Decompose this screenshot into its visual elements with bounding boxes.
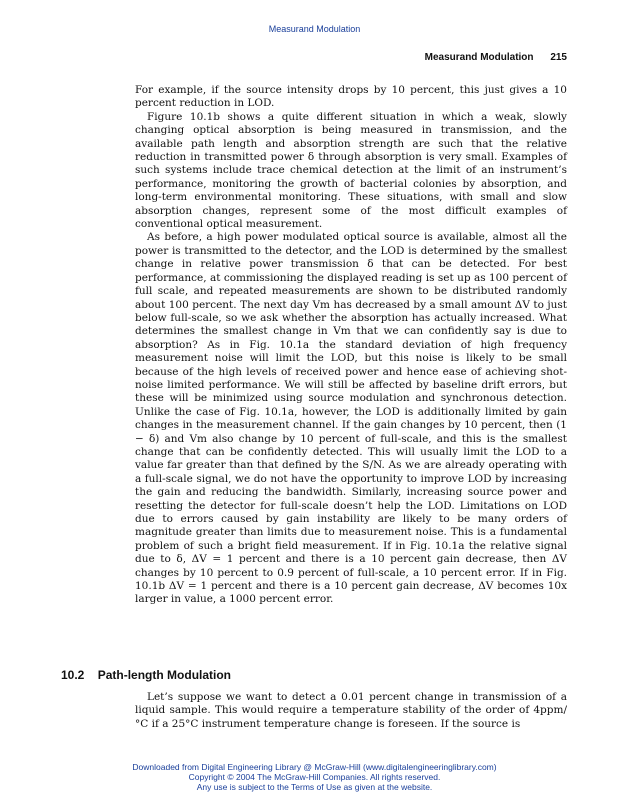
section-body bbox=[135, 691, 567, 731]
body-text bbox=[135, 84, 567, 607]
section-number: 10.2 bbox=[61, 668, 85, 682]
paragraph: For example, if the source intensity drops by 10 percent, this just gives a 10 percent reduction in LOD. bbox=[135, 84, 567, 110]
footer-copyright: Copyright © 2004 The McGraw-Hill Companies. All rights reserved. bbox=[188, 772, 441, 782]
running-head-title: Measurand Modulation bbox=[424, 52, 534, 63]
section-heading bbox=[61, 668, 231, 682]
footer-terms: Any use is subject to the Terms of Use as given at the website. bbox=[196, 782, 433, 792]
page-number: 215 bbox=[550, 52, 567, 63]
footer-download-link[interactable]: Downloaded from Digital Engineering Library @ McGraw-Hill (www.digitalengineeringlibrary.com) bbox=[132, 762, 497, 772]
paragraph: Let’s suppose we want to detect a 0.01 percent change in transmission of a liquid sample. This would require a temperature stability of the order of 4ppm/°C if a 25°C instrument temperature change is foreseen. If the source is bbox=[135, 691, 567, 730]
section-title: Path-length Modulation bbox=[97, 668, 232, 682]
top-banner: Measurand Modulation bbox=[268, 24, 361, 34]
paragraph: Figure 10.1b shows a quite different situation in which a weak, slowly changing optical absorption is being measured in transmission, and the available path length and absorption strength are such that the relative reduction in transmitted power δ through absorption is very small. Examples of such systems include trace chemical detection at the limit of an instrument’s performance, monitoring the growth of bacterial colonies by absorption, and long-term environmental monitoring. These situations, with small and slow absorption changes, represent some of the most difficult examples of conventional optical measurement. bbox=[135, 110, 567, 231]
running-head bbox=[425, 52, 567, 63]
paragraph: As before, a high power modulated optical source is available, almost all the power is transmitted to the detector, and the LOD is determined by the smallest change in relative power transmission δ that can be detected. For best performance, at commissioning the displayed reading is set up as 100 percent of full scale, and repeated measurements are shown to be distributed randomly about 100 percent. The next day Vm has decreased by a small amount ΔV to just below full-scale, so we ask whether the absorption has actually increased. What determines the smallest change in Vm that we can confidently say is due to absorption? As in Fig. 10.1a the standard deviation of high frequency measurement noise will limit the LOD, but this noise is likely to be small because of the high levels of received power and hence ease of achieving shot-noise limited performance. We will still be affected by baseline drift errors, but these will be minimized using source modulation and synchronous detection. Unlike the case of Fig. 10.1a, however, the LOD is additionally limited by gain changes in the measurement channel. If the gain changes by 10 percent, then (1 − δ) and Vm also change by 10 percent of full-scale, and this is the smallest change that can be confidently detected. This will usually limit the LOD to a value far greater than that defined by the S/N. As we are already operating with a full-scale signal, we do not have the opportunity to improve LOD by increasing the gain and reducing the bandwidth. Similarly, increasing source power and resetting the detector for full-scale doesn’t help the LOD. Limitations on LOD due to errors caused by gain instability are likely to be many orders of magnitude greater than limits due to measurement noise. This is a fundamental problem of such a bright field measurement. If in Fig. 10.1a the relative signal due to δ, ΔV = 1 percent and there is a 10 percent gain decrease, then ΔV changes by 10 percent to 0.9 percent of full-scale, a 10 percent error. If in Fig. 10.1b ΔV = 1 percent and there is a 10 percent gain decrease, ΔV becomes 10x larger in value, a 1000 percent error. bbox=[135, 231, 567, 606]
footer bbox=[0, 762, 629, 792]
